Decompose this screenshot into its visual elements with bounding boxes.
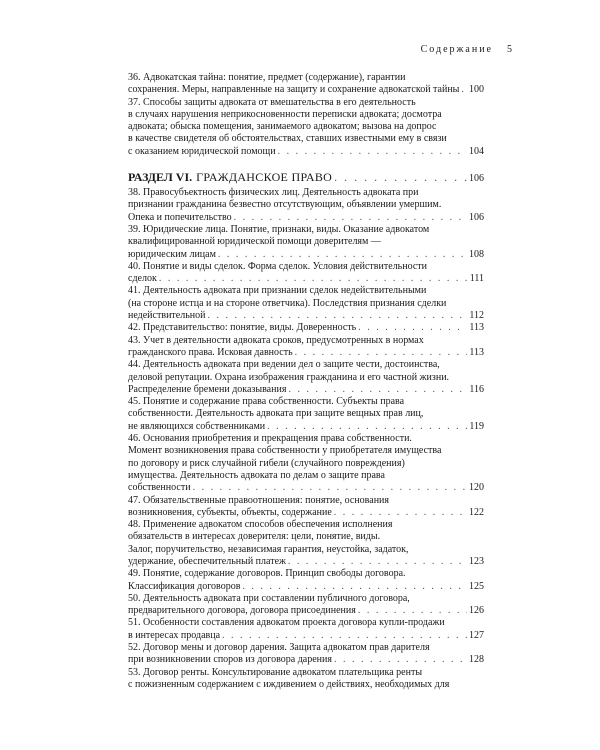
toc-entries — [128, 187, 484, 691]
entry-line: 47. Обязательственные правоотношения: понятие, основания — [128, 494, 390, 506]
entry-last-line — [128, 249, 484, 261]
entry-text: при возникновении споров из договора дарения — [128, 654, 332, 666]
entry-line: 38. Правосубъектность физических лиц. Деятельность адвоката при — [128, 187, 419, 199]
entry-last-line — [128, 84, 484, 96]
entry-line: с пожизненным содержанием с иждивением о действиях, необходимых для — [128, 678, 450, 690]
entry-page: 112 — [469, 310, 484, 322]
entry-page: 113 — [469, 346, 484, 358]
entry-last-line — [128, 384, 484, 396]
dot-leader — [267, 421, 467, 433]
dot-leader — [222, 630, 467, 642]
entry-page: 128 — [469, 654, 484, 666]
dot-leader — [334, 170, 467, 184]
running-head — [421, 44, 512, 55]
entry-line: квалифицированной юридической помощи доверителям — — [128, 236, 381, 248]
entry-line: 52. Договор мены и договор дарения. Защита адвокатом прав дарителя — [128, 642, 430, 654]
toc-entries-top — [128, 72, 484, 158]
entry-line: деловой репутации. Охрана изображения гражданина и его частной жизни. — [128, 371, 450, 383]
entry-last-line — [128, 322, 484, 334]
entry-line: 39. Юридические лица. Понятие, признаки, виды. Оказание адвокатом — [128, 223, 430, 235]
entry-line: 50. Деятельность адвоката при составлении публичного договора, — [128, 592, 410, 604]
entry-line: Момент возникновения права собственности у приобретателя имущества — [128, 445, 442, 457]
entry-line: по договору и риск случайной гибели (случайного повреждения) — [128, 457, 405, 469]
entry-last-line — [128, 310, 484, 322]
entry-line: 45. Понятие и содержание права собственности. Субъекты права — [128, 396, 405, 408]
entry-line: 43. Учет в деятельности адвоката сроков, предусмотренных в нормах — [128, 334, 424, 346]
toc-entry — [128, 642, 484, 667]
entry-line: адвоката; обыска помещения, занимаемого адвокатом; вызова на допрос — [128, 121, 437, 133]
toc-entry — [128, 617, 484, 642]
entry-text: не являющихся собственниками — [128, 420, 266, 432]
entry-line: в качестве свидетеля об обстоятельствах, ставших известными ему в связи — [128, 133, 447, 145]
toc-entry — [128, 261, 484, 286]
dot-leader — [218, 249, 467, 261]
section-page: 106 — [469, 173, 484, 185]
entry-page: 120 — [469, 482, 484, 494]
entry-line: собственности. Деятельность адвоката при защите вещных прав лиц, — [128, 408, 424, 420]
page-number: 5 — [507, 44, 512, 55]
entry-text: Классификация договоров — [128, 580, 241, 592]
entry-line: 51. Особенности составления адвокатом проекта договора купли-продажи — [128, 617, 445, 629]
toc-entry — [128, 568, 484, 593]
entry-last-line — [128, 507, 484, 519]
dot-leader — [334, 507, 467, 519]
entry-last-line — [128, 654, 484, 666]
entry-last-line — [128, 146, 484, 158]
toc-entry — [128, 285, 484, 322]
toc-entry — [128, 322, 484, 334]
running-head-title: Содержание — [420, 44, 493, 55]
entry-line: в случаях нарушения неприкосновенности переписки адвоката; досмотра — [128, 108, 442, 120]
entry-line: 36. Адвокатская тайна: понятие, предмет (содержание), гарантии — [128, 72, 406, 83]
toc-entry — [128, 593, 484, 618]
section-name: ГРАЖДАНСКОЕ ПРАВО — [196, 170, 333, 185]
toc-entry — [128, 495, 484, 520]
entry-text: возникновения, субъекты, объекты, содержание — [128, 506, 332, 518]
entry-text: удержание, обеспечительный платеж — [128, 555, 286, 567]
entry-last-line — [128, 556, 484, 568]
dot-leader — [295, 347, 468, 359]
entry-line: (на стороне истца и на стороне ответчика). Последствия признания сделки — [128, 297, 447, 309]
toc-entry — [128, 396, 484, 433]
dot-leader — [207, 310, 467, 322]
entry-last-line — [128, 212, 484, 224]
entry-text: предварительного договора, договора присоединения — [128, 605, 356, 617]
entry-text: гражданского права. Исковая давность — [128, 346, 293, 358]
dot-leader — [234, 212, 467, 224]
toc-entry — [128, 433, 484, 494]
entry-line: 37. Способы защиты адвоката от вмешательства в его деятельность — [128, 96, 416, 108]
entry-page: 113 — [469, 322, 484, 334]
toc-entry — [128, 224, 484, 261]
dot-leader — [358, 322, 467, 334]
entry-line: признании гражданина безвестно отсутствующим, объявлении умершим. — [128, 199, 442, 211]
section-heading — [128, 170, 484, 186]
entry-text: недействительной — [128, 310, 206, 322]
dot-leader — [358, 605, 467, 617]
dot-leader — [242, 581, 467, 593]
entry-page: 100 — [469, 84, 484, 96]
table-of-contents — [128, 72, 484, 691]
toc-entry — [128, 187, 484, 224]
entry-text: с оказанием юридической помощи — [128, 145, 276, 157]
entry-last-line — [128, 605, 484, 617]
entry-line: 41. Деятельность адвоката при признании сделок недействительными — [128, 285, 427, 297]
entry-last-line — [128, 482, 484, 494]
dot-leader — [334, 654, 467, 666]
entry-text: в интересах продавца — [128, 629, 221, 641]
toc-entry — [128, 667, 484, 692]
entry-text: сохранения. Меры, направленные на защиту и сохранение адвокатской тайны — [128, 84, 460, 96]
dot-leader — [288, 556, 467, 568]
entry-text: сделок — [128, 273, 157, 285]
toc-entry — [128, 72, 484, 97]
entry-line: Залог, поручительство, независимая гарантия, неустойка, задаток, — [128, 543, 409, 555]
entry-line: 49. Понятие, содержание договоров. Принцип свободы договора. — [128, 568, 406, 580]
toc-entry — [128, 359, 484, 396]
section-part: РАЗДЕЛ VI. — [128, 170, 193, 185]
entry-page: 111 — [469, 273, 484, 285]
entry-line: 46. Основания приобретения и прекращения права собственности. — [128, 433, 412, 445]
entry-line: обязательств в интересах доверителя: цели, понятие, виды. — [128, 531, 381, 543]
entry-page: 119 — [469, 420, 484, 432]
entry-page: 106 — [469, 211, 484, 223]
entry-line: 40. Понятие и виды сделок. Форма сделок. Условия действительности — [128, 260, 427, 272]
entry-text: юридическим лицам — [128, 248, 216, 260]
dot-leader — [288, 384, 467, 396]
entry-page: 104 — [469, 145, 484, 157]
entry-last-line — [128, 273, 484, 285]
entry-text: 42. Представительство: понятие, виды. Доверенность — [128, 322, 357, 334]
entry-text: Опека и попечительство — [128, 211, 232, 223]
dot-leader — [193, 482, 467, 494]
entry-page: 122 — [469, 506, 484, 518]
entry-page: 108 — [469, 248, 484, 260]
toc-entry — [128, 519, 484, 568]
entry-last-line — [128, 347, 484, 359]
entry-text: Распределение бремени доказывания — [128, 383, 287, 395]
entry-line: 44. Деятельность адвоката при ведении дел о защите чести, достоинства, — [128, 359, 440, 371]
entry-line: имущества. Деятельность адвоката по делам о защите права — [128, 469, 385, 481]
entry-page: 116 — [469, 383, 484, 395]
entry-line: 53. Договор ренты. Консультирование адвокатом плательщика ренты — [128, 666, 423, 678]
entry-page: 125 — [469, 580, 484, 592]
dot-leader — [159, 273, 468, 285]
dot-leader — [278, 146, 467, 158]
entry-text: собственности — [128, 482, 191, 494]
entry-page: 126 — [469, 605, 484, 617]
toc-entry — [128, 97, 484, 158]
entry-last-line — [128, 630, 484, 642]
toc-entry — [128, 335, 484, 360]
entry-last-line — [128, 421, 484, 433]
dot-leader — [461, 84, 467, 96]
entry-last-line — [128, 581, 484, 593]
entry-page: 127 — [469, 629, 484, 641]
entry-page: 123 — [469, 555, 484, 567]
entry-line: 48. Применение адвокатом способов обеспечения исполнения — [128, 519, 393, 531]
